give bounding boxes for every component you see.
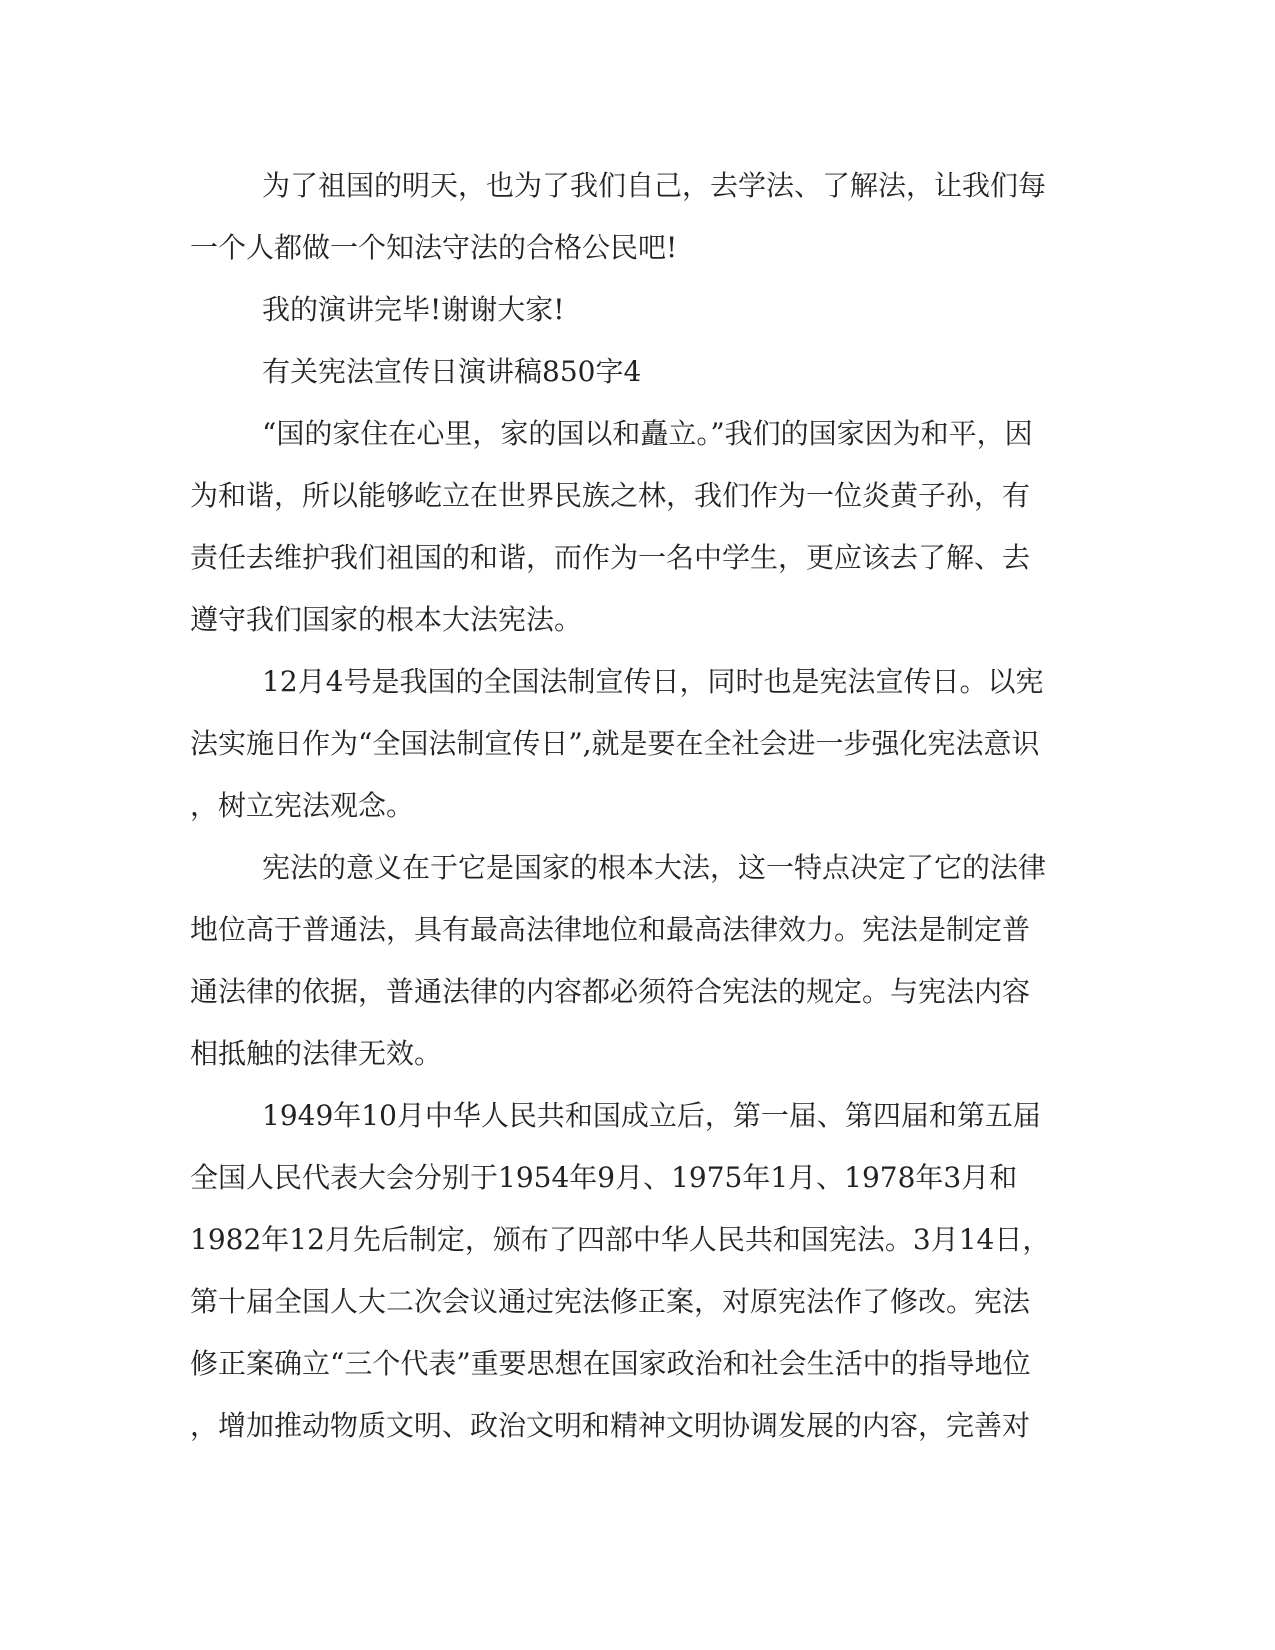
text-line: 法实施日作为“全国法制宣传日”,就是要在全社会进一步强化宪法意识 [190, 727, 1040, 760]
text-line: 通法律的依据，普通法律的内容都必须符合宪法的规定。与宪法内容 [190, 975, 1031, 1008]
text-line: 遵守我们国家的根本大法宪法。 [190, 603, 583, 636]
text-line: 12月4号是我国的全国法制宣传日，同时也是宪法宣传日。以宪 [262, 665, 1044, 698]
text-line: ，树立宪法观念。 [190, 789, 415, 822]
document-body [190, 155, 1090, 1457]
text-line: “国的家住在心里，家的国以和矗立。”我们的国家因为和平，因 [262, 417, 1033, 450]
text-line: 全国人民代表大会分别于1954年9月、1975年1月、1978年3月和 [190, 1161, 1018, 1194]
text-line: 为了祖国的明天，也为了我们自己，去学法、了解法，让我们每 [262, 169, 1047, 202]
text-line: 我的演讲完毕!谢谢大家! [262, 293, 565, 326]
text-line: 1949年10月中华人民共和国成立后，第一届、第四届和第五届 [262, 1099, 1041, 1132]
text-line: 宪法的意义在于它是国家的根本大法，这一特点决定了它的法律 [262, 851, 1047, 884]
text-line: 为和谐，所以能够屹立在世界民族之林，我们作为一位炎黄子孙，有 [190, 479, 1031, 512]
text-line: 修正案确立“三个代表”重要思想在国家政治和社会生活中的指导地位 [190, 1347, 1031, 1380]
section-heading: 有关宪法宣传日演讲稿850字4 [262, 355, 642, 388]
text-line: 相抵触的法律无效。 [190, 1037, 443, 1070]
text-line: 地位高于普通法，具有最高法律地位和最高法律效力。宪法是制定普 [190, 913, 1031, 946]
text-line: 一个人都做一个知法守法的合格公民吧! [190, 231, 678, 264]
text-line: 责任去维护我们祖国的和谐，而作为一名中学生，更应该去了解、去 [190, 541, 1031, 574]
text-line: 1982年12月先后制定，颁布了四部中华人民共和国宪法。3月14日， [190, 1223, 1051, 1256]
text-line: 第十届全国人大二次会议通过宪法修正案，对原宪法作了修改。宪法 [190, 1285, 1031, 1318]
text-line: ，增加推动物质文明、政治文明和精神文明协调发展的内容，完善对 [190, 1409, 1031, 1442]
